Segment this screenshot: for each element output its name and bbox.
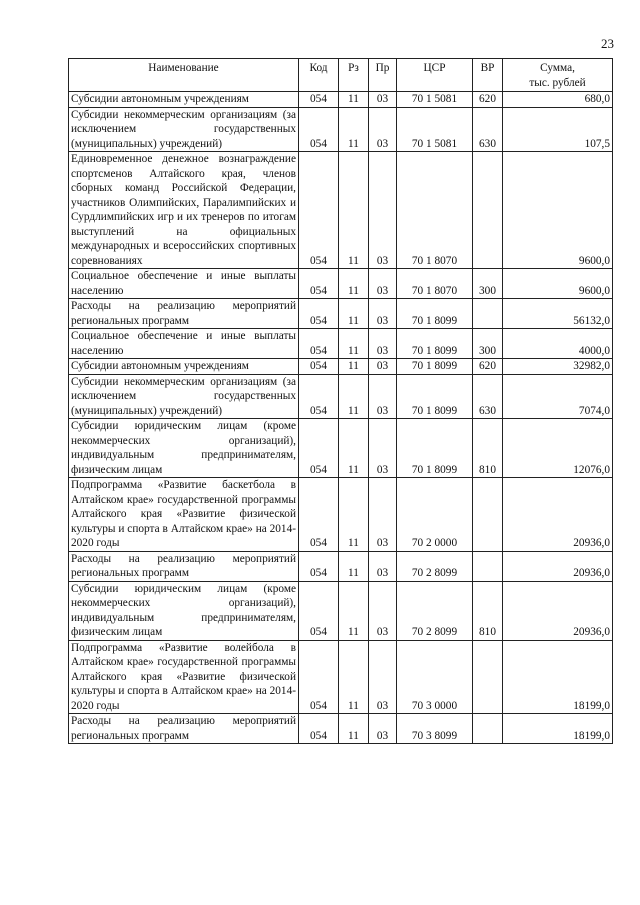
row-csr: 70 1 8070 xyxy=(397,269,473,299)
row-pr: 03 xyxy=(369,299,397,329)
row-name: Расходы на реализацию мероприятий региональных программ xyxy=(69,551,299,581)
row-sum: 20936,0 xyxy=(503,478,613,552)
table-row xyxy=(69,419,613,478)
row-csr: 70 3 0000 xyxy=(397,640,473,714)
row-rz: 11 xyxy=(339,299,369,329)
row-rz: 11 xyxy=(339,152,369,269)
row-kod: 054 xyxy=(299,374,339,419)
row-csr: 70 1 8099 xyxy=(397,299,473,329)
row-kod: 054 xyxy=(299,478,339,552)
row-sum: 107,5 xyxy=(503,107,613,152)
row-kod: 054 xyxy=(299,299,339,329)
row-rz: 11 xyxy=(339,714,369,744)
row-rz: 11 xyxy=(339,374,369,419)
row-vr xyxy=(473,551,503,581)
row-vr xyxy=(473,478,503,552)
row-name: Субсидии юридическим лицам (кроме некоммерческих организаций), индивидуальным предпринимателям, физическим лицам xyxy=(69,419,299,478)
row-pr: 03 xyxy=(369,478,397,552)
row-pr: 03 xyxy=(369,107,397,152)
row-csr: 70 1 5081 xyxy=(397,107,473,152)
row-pr: 03 xyxy=(369,581,397,640)
row-rz: 11 xyxy=(339,581,369,640)
table-row xyxy=(69,107,613,152)
row-rz: 11 xyxy=(339,419,369,478)
row-kod: 054 xyxy=(299,152,339,269)
table-row xyxy=(69,714,613,744)
row-rz: 11 xyxy=(339,269,369,299)
table-header-row xyxy=(69,59,613,92)
row-pr: 03 xyxy=(369,359,397,375)
row-csr: 70 3 8099 xyxy=(397,714,473,744)
row-name: Субсидии автономным учреждениям xyxy=(69,92,299,108)
row-kod: 054 xyxy=(299,359,339,375)
row-rz: 11 xyxy=(339,640,369,714)
row-kod: 054 xyxy=(299,107,339,152)
header-name: Наименование xyxy=(69,59,299,92)
row-pr: 03 xyxy=(369,152,397,269)
table-row xyxy=(69,299,613,329)
row-sum: 20936,0 xyxy=(503,551,613,581)
row-sum: 9600,0 xyxy=(503,152,613,269)
row-name: Социальное обеспечение и иные выплаты населению xyxy=(69,269,299,299)
row-sum: 7074,0 xyxy=(503,374,613,419)
row-csr: 70 2 0000 xyxy=(397,478,473,552)
table-row xyxy=(69,551,613,581)
row-kod: 054 xyxy=(299,92,339,108)
row-rz: 11 xyxy=(339,551,369,581)
table-row xyxy=(69,329,613,359)
row-name: Субсидии юридическим лицам (кроме некоммерческих организаций), индивидуальным предпринимателям, физическим лицам xyxy=(69,581,299,640)
row-kod: 054 xyxy=(299,640,339,714)
header-vr: ВР xyxy=(473,59,503,92)
row-name: Субсидии некоммерческим организациям (за исключением государственных (муниципальных) учреждений) xyxy=(69,107,299,152)
row-pr: 03 xyxy=(369,329,397,359)
row-vr xyxy=(473,152,503,269)
row-kod: 054 xyxy=(299,269,339,299)
row-sum: 4000,0 xyxy=(503,329,613,359)
header-sum: Сумма, тыс. рублей xyxy=(503,59,613,92)
row-vr: 620 xyxy=(473,359,503,375)
table-row xyxy=(69,269,613,299)
row-name: Подпрограмма «Развитие баскетбола в Алтайском крае» государственной программы Алтайского края «Развитие физической культуры и спорта в Алтайском крае» на 2014-2020 годы xyxy=(69,478,299,552)
row-vr: 300 xyxy=(473,269,503,299)
row-sum: 12076,0 xyxy=(503,419,613,478)
row-vr: 810 xyxy=(473,419,503,478)
row-name: Субсидии некоммерческим организациям (за исключением государственных (муниципальных) учреждений) xyxy=(69,374,299,419)
row-sum: 9600,0 xyxy=(503,269,613,299)
row-csr: 70 1 5081 xyxy=(397,92,473,108)
row-name: Расходы на реализацию мероприятий региональных программ xyxy=(69,714,299,744)
row-sum: 18199,0 xyxy=(503,714,613,744)
row-name: Расходы на реализацию мероприятий региональных программ xyxy=(69,299,299,329)
row-rz: 11 xyxy=(339,329,369,359)
row-name: Социальное обеспечение и иные выплаты населению xyxy=(69,329,299,359)
row-sum: 20936,0 xyxy=(503,581,613,640)
row-pr: 03 xyxy=(369,640,397,714)
budget-table xyxy=(68,58,613,744)
row-kod: 054 xyxy=(299,419,339,478)
row-sum: 32982,0 xyxy=(503,359,613,375)
row-kod: 054 xyxy=(299,551,339,581)
row-vr: 620 xyxy=(473,92,503,108)
row-csr: 70 1 8099 xyxy=(397,329,473,359)
row-pr: 03 xyxy=(369,269,397,299)
row-rz: 11 xyxy=(339,92,369,108)
row-csr: 70 1 8070 xyxy=(397,152,473,269)
row-sum: 680,0 xyxy=(503,92,613,108)
row-vr: 630 xyxy=(473,374,503,419)
row-csr: 70 1 8099 xyxy=(397,419,473,478)
table-row xyxy=(69,640,613,714)
row-vr xyxy=(473,714,503,744)
header-kod: Код xyxy=(299,59,339,92)
row-pr: 03 xyxy=(369,374,397,419)
header-rz: Рз xyxy=(339,59,369,92)
row-rz: 11 xyxy=(339,478,369,552)
row-vr: 300 xyxy=(473,329,503,359)
row-pr: 03 xyxy=(369,551,397,581)
table-row xyxy=(69,374,613,419)
row-csr: 70 1 8099 xyxy=(397,359,473,375)
row-vr: 630 xyxy=(473,107,503,152)
row-vr xyxy=(473,299,503,329)
row-pr: 03 xyxy=(369,419,397,478)
row-rz: 11 xyxy=(339,359,369,375)
row-pr: 03 xyxy=(369,92,397,108)
row-pr: 03 xyxy=(369,714,397,744)
header-pr: Пр xyxy=(369,59,397,92)
row-name: Субсидии автономным учреждениям xyxy=(69,359,299,375)
row-rz: 11 xyxy=(339,107,369,152)
row-vr: 810 xyxy=(473,581,503,640)
table-row xyxy=(69,152,613,269)
row-kod: 054 xyxy=(299,581,339,640)
table-row xyxy=(69,92,613,108)
table-row xyxy=(69,581,613,640)
page-number: 23 xyxy=(601,36,614,51)
row-sum: 18199,0 xyxy=(503,640,613,714)
row-name: Подпрограмма «Развитие волейбола в Алтайском крае» государственной программы Алтайского края «Развитие физической культуры и спорта в Алтайском крае» на 2014-2020 годы xyxy=(69,640,299,714)
row-kod: 054 xyxy=(299,329,339,359)
row-csr: 70 1 8099 xyxy=(397,374,473,419)
row-name: Единовременное денежное вознаграждение спортсменов Алтайского края, членов сборных команд Российской Федерации, участников Олимпийских, Паралимпийских и Сурдлимпийских игр и их тренеров по итогам выступлений на официальных международных и всероссийских спортивных соревнованиях xyxy=(69,152,299,269)
row-sum: 56132,0 xyxy=(503,299,613,329)
header-csr: ЦСР xyxy=(397,59,473,92)
table-row xyxy=(69,359,613,375)
table-row xyxy=(69,478,613,552)
row-kod: 054 xyxy=(299,714,339,744)
row-csr: 70 2 8099 xyxy=(397,581,473,640)
row-vr xyxy=(473,640,503,714)
row-csr: 70 2 8099 xyxy=(397,551,473,581)
